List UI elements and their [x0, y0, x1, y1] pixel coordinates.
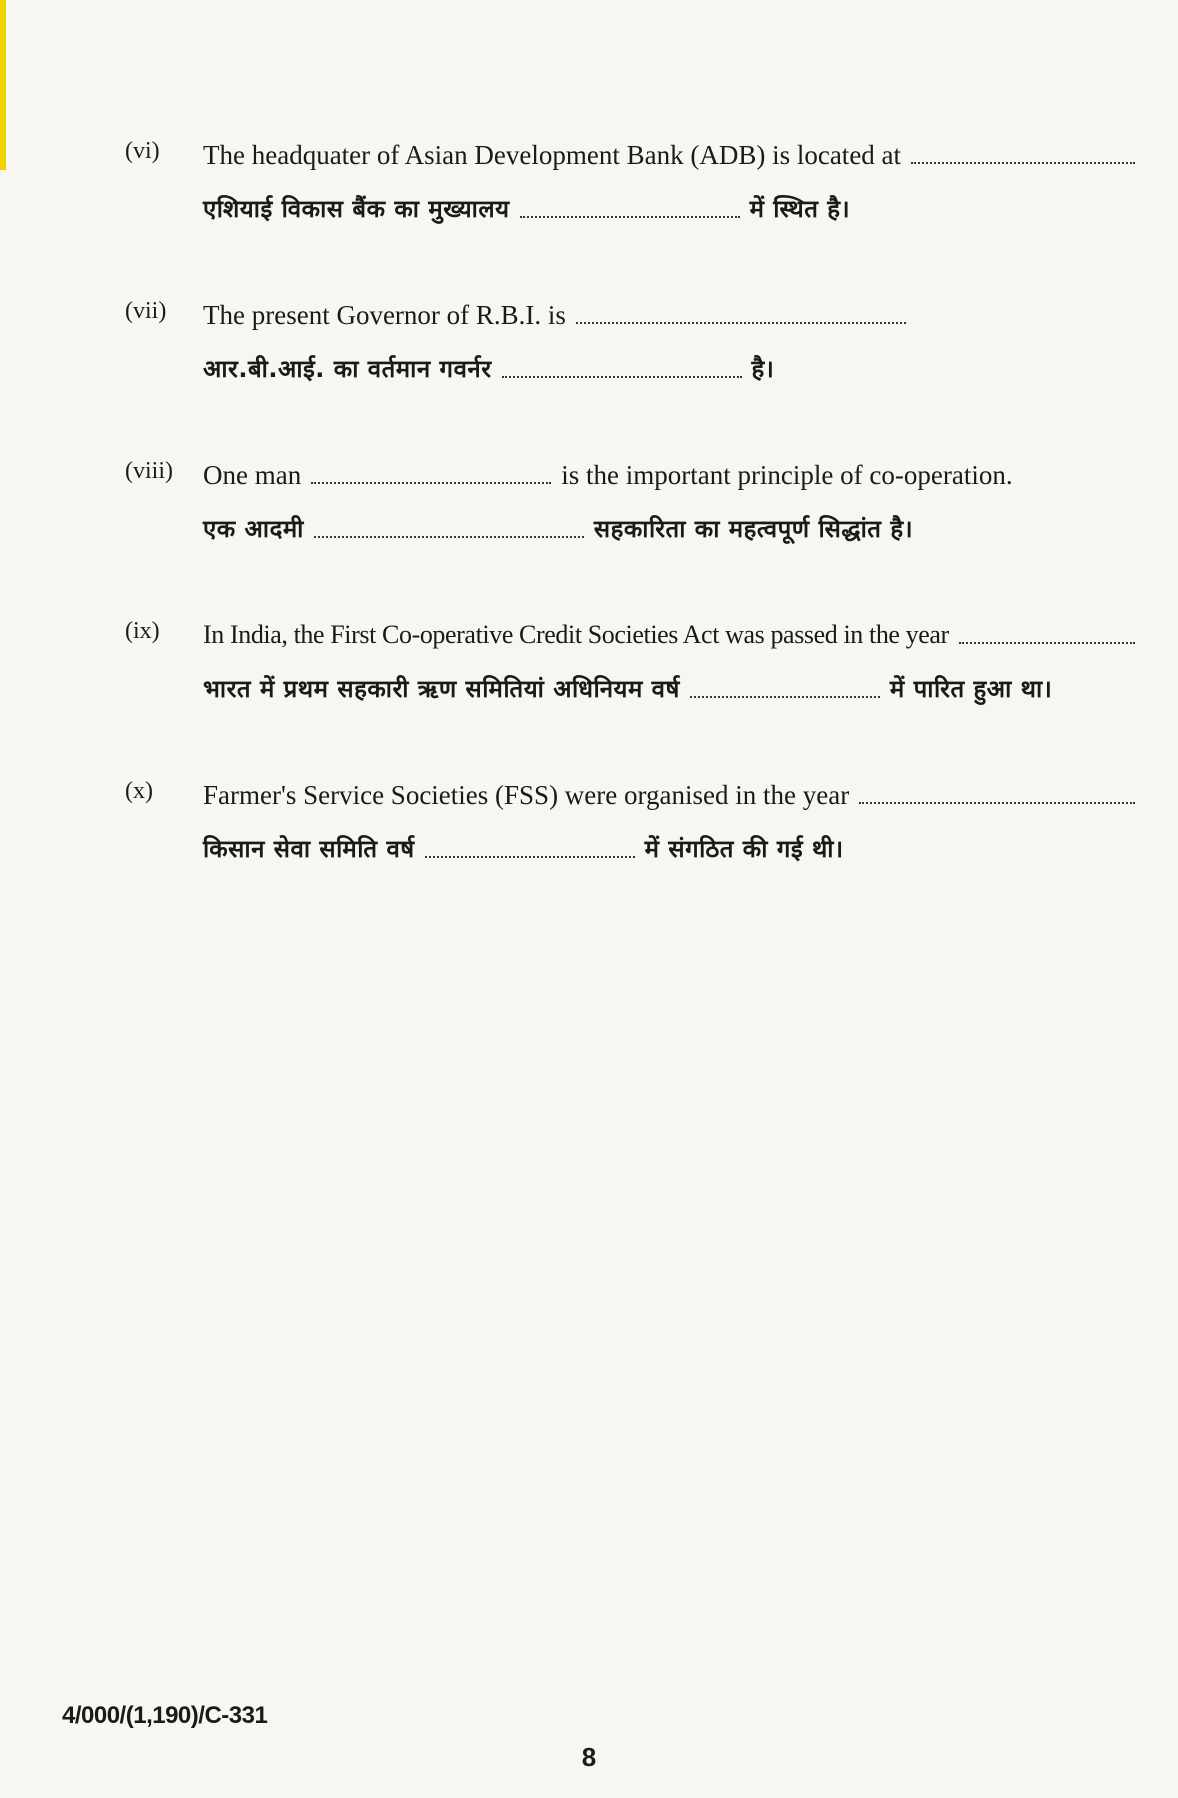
- question-english-line: [203, 298, 1145, 332]
- question-text-hindi: एशियाई विकास बैंक का मुख्यालय: [203, 195, 510, 223]
- answer-blank-hindi[interactable]: [520, 215, 740, 218]
- paper-code: 4/000/(1,190)/C-331: [62, 1702, 268, 1729]
- question-hindi-line: [203, 192, 1145, 226]
- question-list: [125, 138, 1145, 938]
- question-number: (vii): [125, 298, 167, 324]
- answer-blank[interactable]: [859, 801, 1135, 804]
- question-text-hindi-after: में संगठित की गई थी।: [644, 835, 844, 863]
- question-english-line: [203, 618, 1145, 652]
- question-text: One man: [203, 460, 302, 490]
- question-text: The headquater of Asian Development Bank (ADB) is located at: [203, 140, 902, 170]
- question-text-hindi-after: है।: [751, 355, 775, 383]
- question-ix: [125, 618, 1145, 706]
- question-text-hindi-after: में पारित हुआ था।: [889, 675, 1053, 703]
- question-text-hindi: आर.बी.आई. का वर्तमान गवर्नर: [203, 355, 492, 383]
- page-edge-highlight: [0, 0, 6, 170]
- question-vi: [125, 138, 1145, 226]
- question-text: Farmer's Service Societies (FSS) were organised in the year: [203, 780, 850, 810]
- answer-blank[interactable]: [911, 161, 1135, 164]
- question-hindi-line: [203, 672, 1145, 706]
- question-english-line: [203, 458, 1145, 492]
- question-number: (viii): [125, 458, 173, 484]
- answer-blank-hindi[interactable]: [314, 535, 584, 538]
- question-text: In India, the First Co-operative Credit Societies Act was passed in the year: [203, 620, 949, 649]
- question-text: The present Governor of R.B.I. is: [203, 300, 566, 330]
- answer-blank-hindi[interactable]: [502, 375, 742, 378]
- question-hindi-line: [203, 512, 1145, 546]
- question-english-line: [203, 138, 1145, 172]
- question-text-hindi-after: में स्थित है।: [749, 195, 851, 223]
- answer-blank[interactable]: [311, 481, 551, 484]
- question-text-hindi: भारत में प्रथम सहकारी ऋण समितियां अधिनियम वर्ष: [203, 675, 680, 703]
- answer-blank[interactable]: [959, 641, 1135, 644]
- question-vii: [125, 298, 1145, 386]
- answer-blank[interactable]: [576, 321, 906, 324]
- question-text-after: is the important principle of co-operation.: [561, 460, 1013, 490]
- question-number: (ix): [125, 618, 160, 644]
- question-viii: [125, 458, 1145, 546]
- question-hindi-line: [203, 832, 1145, 866]
- question-text-hindi-after: सहकारिता का महत्वपूर्ण सिद्धांत है।: [593, 515, 914, 543]
- question-english-line: [203, 778, 1145, 812]
- page-number: 8: [581, 1742, 597, 1772]
- question-number: (vi): [125, 138, 160, 164]
- question-text-hindi: किसान सेवा समिति वर्ष: [203, 835, 415, 863]
- question-text-hindi: एक आदमी: [203, 515, 304, 543]
- question-number: (x): [125, 778, 153, 804]
- question-x: [125, 778, 1145, 866]
- question-hindi-line: [203, 352, 1145, 386]
- answer-blank-hindi[interactable]: [425, 855, 635, 858]
- answer-blank-hindi[interactable]: [690, 695, 880, 698]
